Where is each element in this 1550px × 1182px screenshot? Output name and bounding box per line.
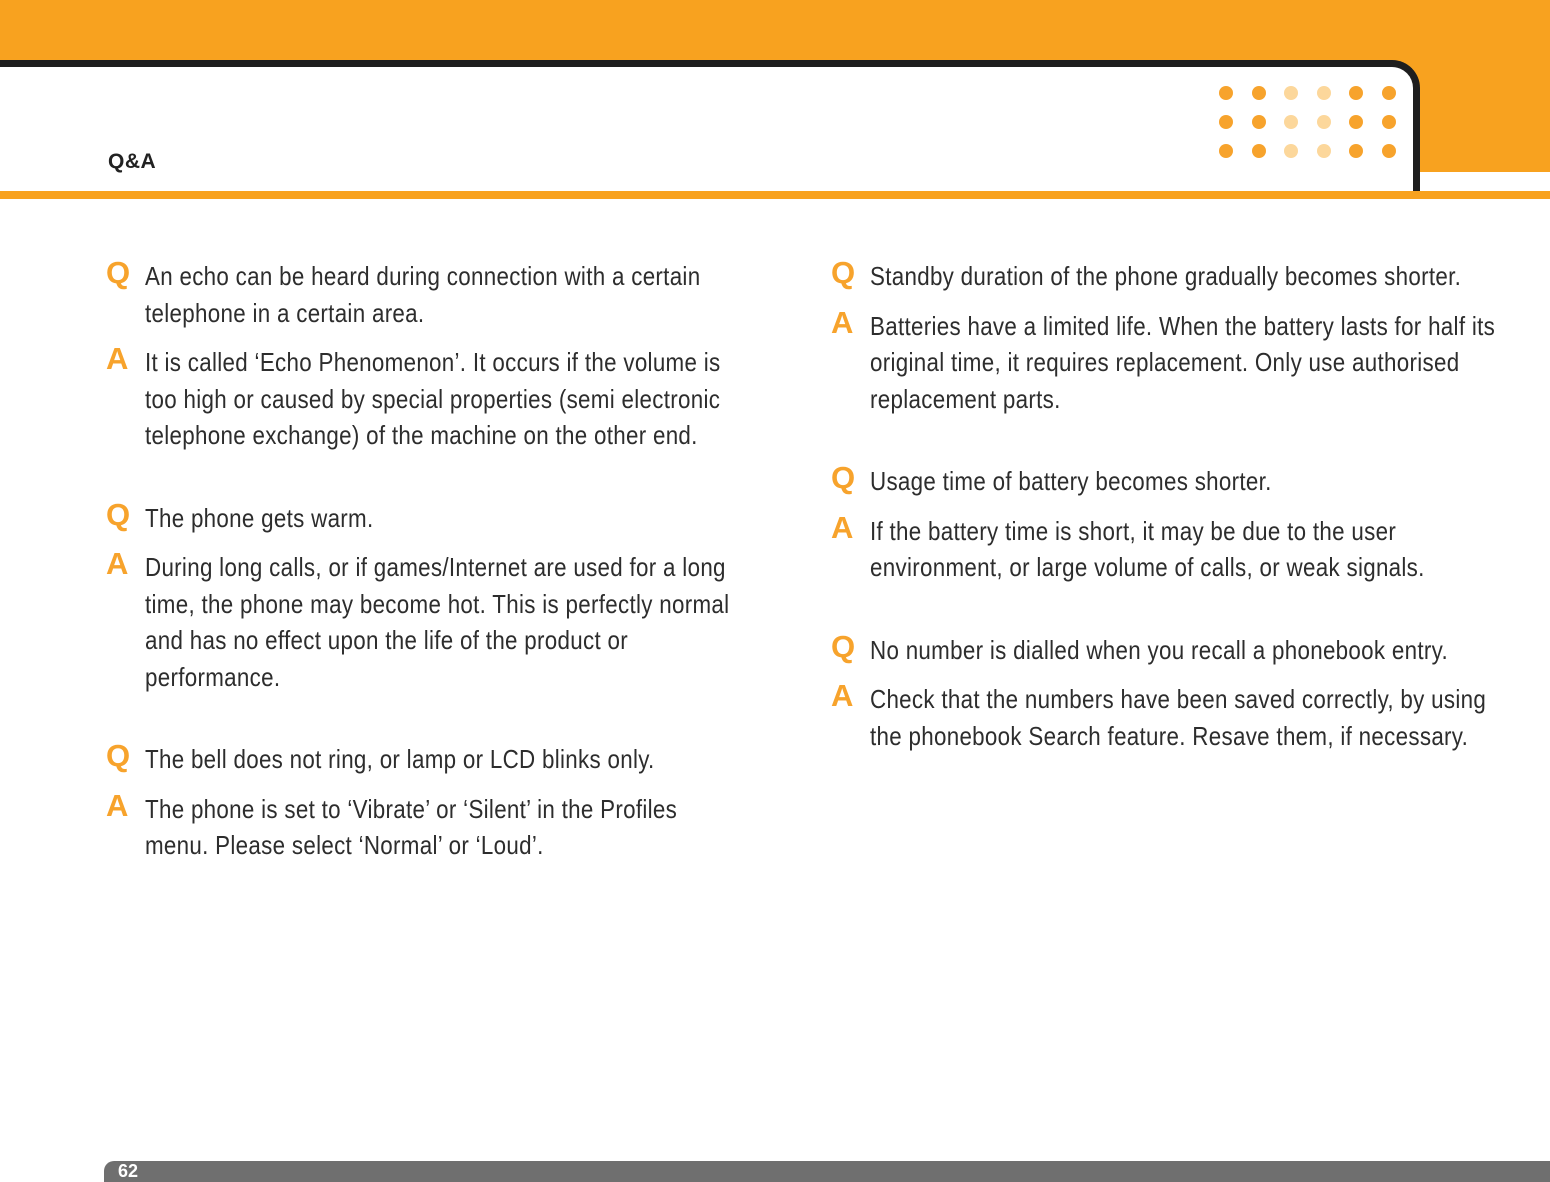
page-title: Q&A — [108, 150, 157, 173]
decorative-dot-grid — [1219, 86, 1389, 158]
question-text: An echo can be heard during connection with a certain telephone in a certain area. — [145, 261, 701, 328]
question-text: The bell does not ring, or lamp or LCD blinks only. — [145, 744, 655, 774]
answer-text: During long calls, or if games/Internet are used for a long time, the phone may become hot. This is perfectly normal and has no effect upon the life of the product or performance. — [145, 552, 730, 692]
header-divider — [0, 191, 1550, 199]
dot-icon — [1252, 144, 1266, 158]
answer-marker: A — [831, 304, 854, 340]
qa-item — [106, 255, 726, 454]
dot-icon — [1382, 115, 1396, 129]
answer-row — [106, 341, 726, 454]
dot-icon — [1382, 86, 1396, 100]
answer-marker: A — [106, 787, 129, 823]
answer-marker: A — [106, 341, 129, 376]
question-marker: Q — [831, 628, 856, 664]
answer-text: Batteries have a limited life. When the battery lasts for half its original time, it requires replacement. Only use authorised replacement parts. — [870, 310, 1496, 414]
dot-icon — [1284, 115, 1298, 129]
qa-column-right — [831, 255, 1496, 800]
answer-text: Check that the numbers have been saved correctly, by using the phonebook Search feature. Resave them, if necessary. — [870, 684, 1487, 751]
question-text: Standby duration of the phone gradually becomes shorter. — [870, 261, 1462, 291]
dot-icon — [1219, 86, 1233, 100]
answer-marker: A — [831, 509, 854, 545]
dot-icon — [1219, 115, 1233, 129]
answer-row — [106, 546, 730, 695]
question-row — [106, 738, 726, 778]
footer-bar — [104, 1161, 1550, 1182]
answer-marker: A — [106, 546, 129, 581]
answer-text: If the battery time is short, it may be due to the user environment, or large volume of calls, or weak signals. — [870, 515, 1425, 582]
dot-icon — [1349, 86, 1363, 100]
dot-icon — [1382, 144, 1396, 158]
answer-row — [831, 678, 1491, 754]
qa-item — [831, 628, 1491, 755]
question-marker: Q — [106, 255, 131, 290]
dot-icon — [1317, 115, 1331, 129]
qa-column-left — [106, 255, 730, 910]
dot-icon — [1252, 115, 1266, 129]
dot-icon — [1219, 144, 1233, 158]
dot-icon — [1349, 144, 1363, 158]
qa-item — [106, 496, 730, 696]
answer-row — [831, 509, 1491, 586]
qa-item — [106, 738, 726, 864]
answer-row — [106, 787, 726, 864]
dot-icon — [1317, 144, 1331, 158]
question-text: The phone gets warm. — [145, 502, 374, 533]
answer-text: The phone is set to ‘Vibrate’ or ‘Silent’ in the Profiles menu. Please select ‘Normal’ or ‘Loud’. — [145, 793, 678, 860]
dot-icon — [1252, 86, 1266, 100]
qa-item — [831, 460, 1491, 586]
question-marker: Q — [106, 496, 131, 532]
dot-icon — [1349, 115, 1363, 129]
qa-item — [831, 255, 1496, 417]
question-row — [106, 496, 726, 537]
question-text: No number is dialled when you recall a phonebook entry. — [870, 634, 1448, 665]
dot-icon — [1284, 144, 1298, 158]
answer-text: It is called ‘Echo Phenomenon’. It occurs if the volume is too high or caused by special properties (semi electronic telephone exchange) of the machine on the other end. — [145, 347, 721, 450]
dot-icon — [1317, 86, 1331, 100]
question-row — [831, 255, 1491, 295]
dot-icon — [1284, 86, 1298, 100]
question-row — [831, 460, 1491, 500]
question-marker: Q — [106, 738, 131, 773]
question-marker: Q — [831, 460, 856, 495]
question-marker: Q — [831, 255, 856, 290]
answer-marker: A — [831, 678, 854, 713]
page-number: 62 — [118, 1161, 139, 1181]
question-row — [106, 255, 726, 331]
answer-row — [831, 304, 1496, 418]
question-row — [831, 628, 1491, 669]
question-text: Usage time of battery becomes shorter. — [870, 466, 1272, 496]
